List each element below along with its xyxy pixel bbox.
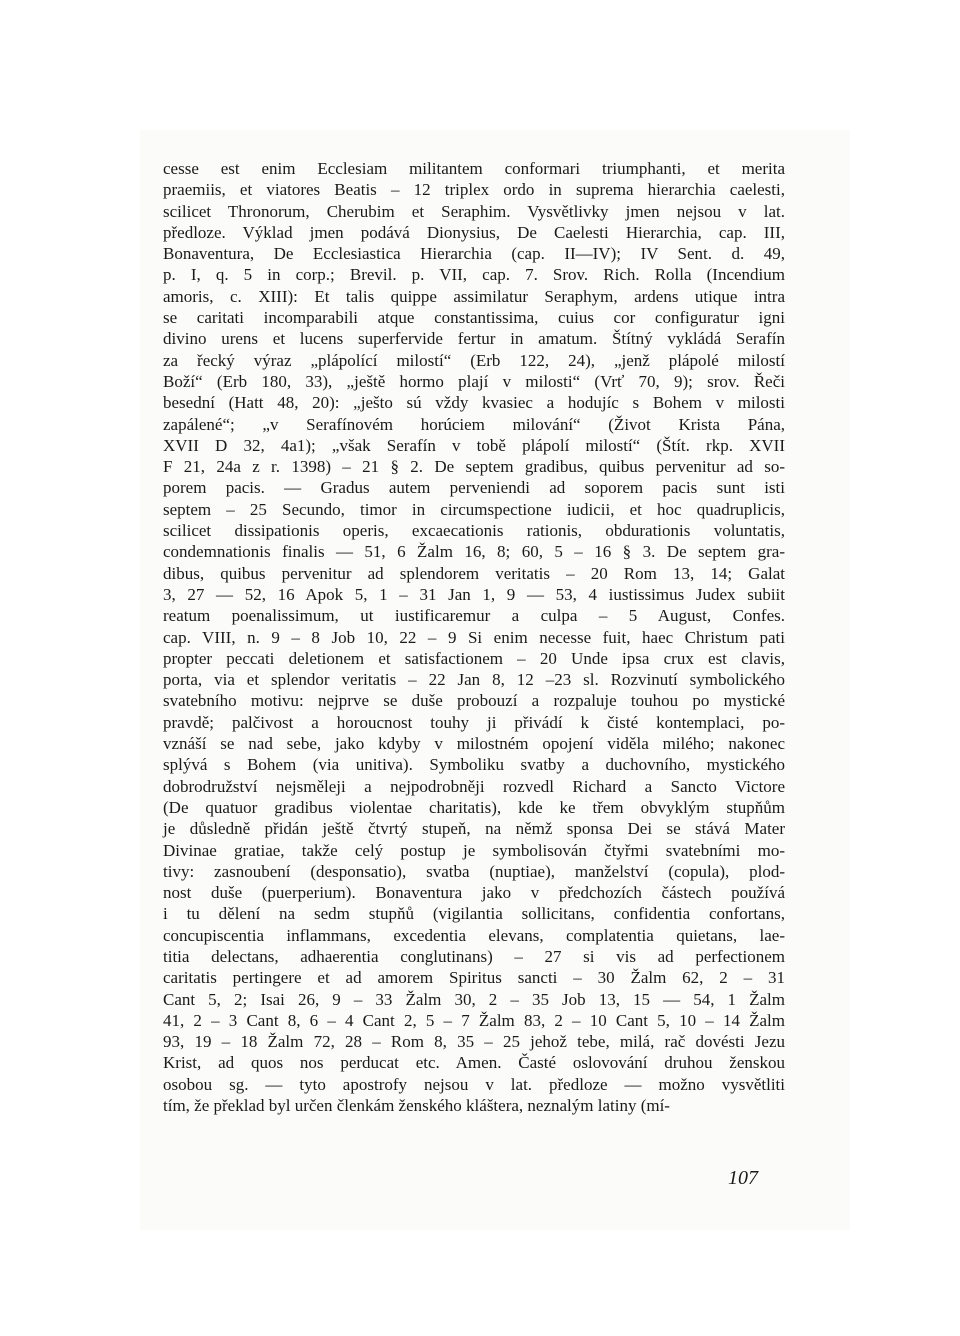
text-line: titia delectans, adhaerentia conglutinans) – 27 si vis ad perfectionem [163,946,785,966]
text-line: svatebního motivu: nejprve se duše probouzí a rozpaluje touhou po mystické [163,691,785,711]
text-line: cap. VIII, n. 9 – 8 Job 10, 22 – 9 Si enim necesse fuit, haec Christum pati [163,627,785,647]
text-line: p. I, q. 5 in corp.; Brevil. p. VII, cap. 7. Srov. Rich. Rolla (Incendium [163,265,785,285]
text-line: Divinae gratiae, takže celý postup je symbolisován čtyřmi svatebními mo- [163,840,785,860]
text-line: tivy: zasnoubení (desponsatio), svatba (nuptiae), manželství (copula), plod- [163,861,785,881]
text-line: pravdě; palčivost a horoucnost touhy ji přivádí k čisté kontemplaci, po- [163,712,785,732]
text-line: dobrodružství nejsměleji a nejpodrobněji rozvedl Richard a Sancto Victore [163,776,785,796]
text-line: se caritati incomparabili atque constantissima, cuius cor configuratur igni [163,308,785,328]
text-line: scilicet Thronorum, Cherubim et Seraphim. Vysvětlivky jmen nejsou v lat. [163,201,785,221]
text-line: Boží“ (Erb 180, 33), „ještě hormo plají v milosti“ (Vrť 70, 9); srov. Řeči [163,371,785,391]
text-line: tím, že překlad byl určen členkám ženského kláštera, neznalým latiny (mí- [163,1096,670,1116]
text-line: (De quatuor gradibus violentae charitatis), kde ke třem obvyklým stupňům [163,797,785,817]
text-line: i tu dělení na sedm stupňů (vigilantia sollicitans, confidentia confortans, [163,904,785,924]
text-line: dibus, quibus pervenitur ad splendorem veritatis – 20 Rom 13, 14; Galat [163,563,785,583]
text-line: amoris, c. XIII): Et talis quippe assimilatur Seraphym, ardens utique intra [163,286,785,306]
text-line: nost duše (puerperium). Bonaventura jako v předchozích částech používá [163,883,785,903]
text-line: F 21, 24a z r. 1398) – 21 § 2. De septem gradibus, quibus pervenitur ad so- [163,457,785,477]
text-line: zapálené“; „v Serafínovém horúciem milování“ (Život Krista Pána, [163,414,785,434]
text-line: je důsledně přidán ještě čtvrtý stupeň, na němž sponsa Dei se stává Mater [163,819,785,839]
text-line: splývá s Bohem (via unitiva). Symboliku svatby a duchovního, mystického [163,755,785,775]
text-line: porta, via et splendor veritatis – 22 Jan 8, 12 –23 sl. Rozvinutí symbolického [163,670,785,690]
commentary-text [163,158,785,1116]
text-line: XVII D 32, 4a1); „však Serafín v tobě plápolí milostí“ (Štít. rkp. XVII [163,435,785,455]
text-line: osobou sg. — tyto apostrofy nejsou v lat. předloze — možno vysvětliti [163,1074,785,1094]
text-line: cesse est enim Ecclesiam militantem conformari triumphanti, et merita [163,159,785,178]
text-line: předloze. Výklad jmen podává Dionysius, De Caelesti Hierarchia, cap. III, [163,222,785,242]
text-line: 3, 27 — 52, 16 Apok 5, 1 – 31 Jan 1, 9 — 53, 4 iustissimus Judex subiit [163,584,785,604]
text-line: divino urens et lucens superfervide fertur in amatum. Štítný vykládá Serafín [163,329,785,349]
text-line: Krist, ad quos nos perducat etc. Amen. Časté oslovování druhou ženskou [163,1053,785,1073]
text-line: 41, 2 – 3 Cant 8, 6 – 4 Cant 2, 5 – 7 Žalm 83, 2 – 10 Cant 5, 10 – 14 Žalm [163,1010,785,1030]
text-line: concupiscentia inflammans, excedentia elevans, complatentia quietans, lae- [163,925,785,945]
text-line: reatum poenalissimum, ut iustificaremur a culpa – 5 August, Confes. [163,606,785,626]
text-line: Cant 5, 2; Isai 26, 9 – 33 Žalm 30, 2 – 35 Job 13, 15 — 54, 1 Žalm [163,989,785,1009]
text-line: caritatis pertingere et ad amorem Spiritus sancti – 30 Žalm 62, 2 – 31 [163,968,785,988]
text-line: besední (Hatt 48, 20): „ješto sú vždy kvasiec a hodujíc s Bohem v milosti [163,393,785,413]
page-number: 107 [728,1167,758,1189]
text-line: Bonaventura, De Ecclesiastica Hierarchia (cap. II—IV); IV Sent. d. 49, [163,244,785,264]
text-line: scilicet dissipationis operis, excaecationis rationis, obdurationis voluntatis, [163,521,785,541]
text-line: condemnationis finalis — 51, 6 Žalm 16, 8; 60, 5 – 16 § 3. De septem gra- [163,542,785,562]
text-line: za řecký výraz „plápolící milostí“ (Erb 122, 24), „jenž plápolé milostí [163,350,785,370]
text-line: septem – 25 Secundo, timor in circumspectione iudicii, et hoc quadruplicis, [163,499,785,519]
text-line: propter peccati deletionem et satisfactionem – 20 Unde ipsa crux est clavis, [163,648,785,668]
text-line: 93, 19 – 18 Žalm 72, 28 – Rom 8, 35 – 25 jehož tebe, milá, rač dovésti Jezu [163,1032,785,1052]
text-line: vznáší se nad sebe, jako kdyby v milostném opojení viděla milého; nakonec [163,734,785,754]
text-line: porem pacis. — Gradus autem perveniendi ad soporem pacis sunt isti [163,478,785,498]
text-line: praemiis, et viatores Beatis – 12 triplex ordo in suprema hierarchia caelesti, [163,180,785,200]
